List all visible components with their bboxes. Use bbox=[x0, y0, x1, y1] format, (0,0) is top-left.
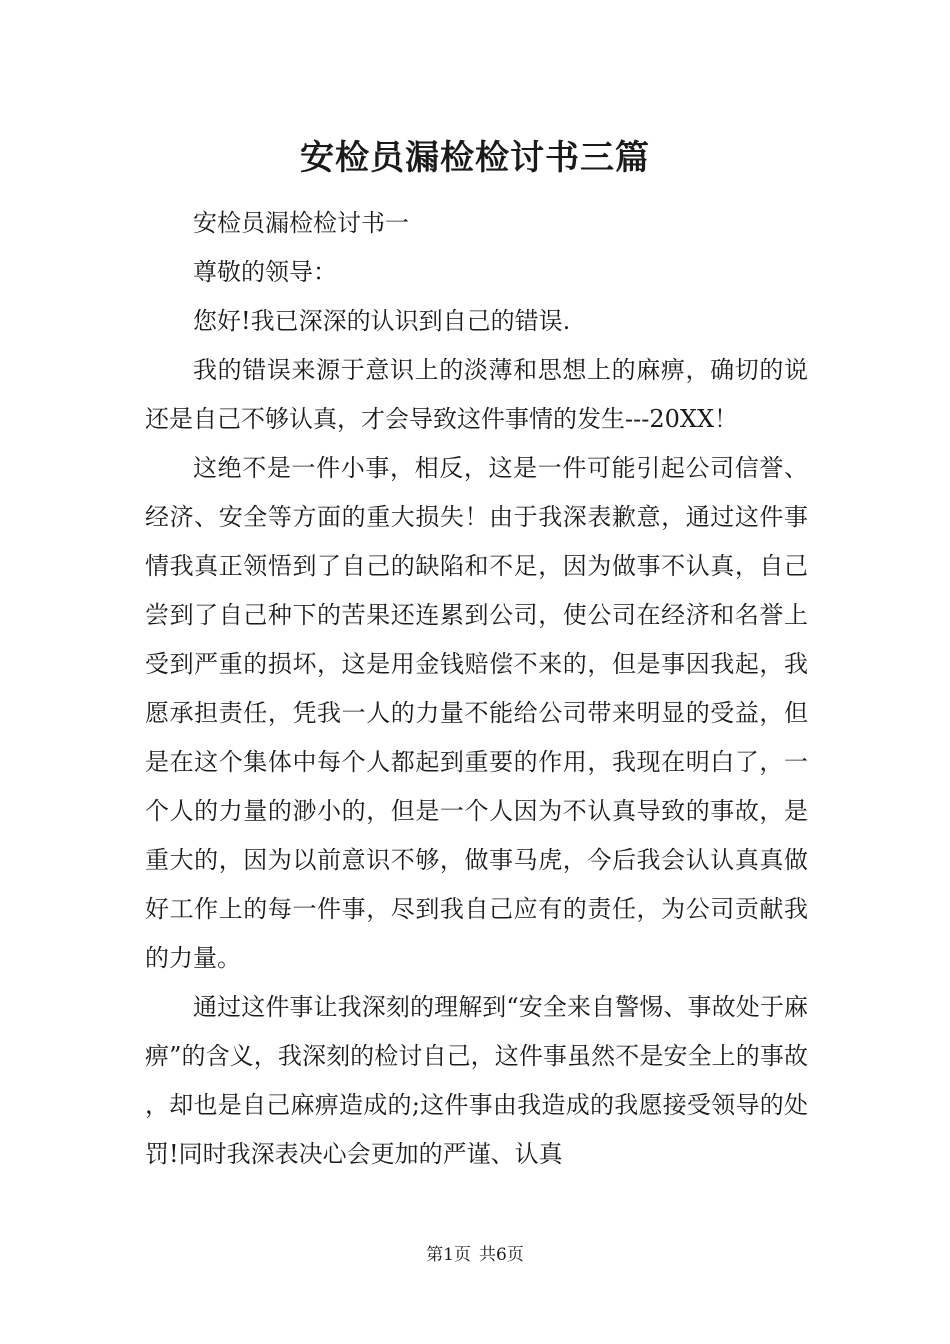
body-paragraph: 通过这件事让我深刻的理解到“安全来自警惕、事故处于麻痹”的含义，我深刻的检讨自己，这件事虽然不是安全上的事故，却也是自己麻痹造成的;这件事由我造成的我愿接受领导的处罚!同时我深表决心会更加的严谨、认真 bbox=[145, 993, 808, 1168]
salutation: 尊敬的领导： bbox=[193, 258, 337, 286]
section-heading: 安检员漏检检讨书一 bbox=[193, 209, 409, 237]
page-number: 第1页 bbox=[426, 1245, 471, 1265]
page-footer bbox=[0, 1240, 950, 1270]
page-total: 共6页 bbox=[479, 1245, 524, 1265]
greeting-paragraph: 您好!我已深深的认识到自己的错误. bbox=[193, 307, 571, 335]
body-paragraph: 我的错误来源于意识上的淡薄和思想上的麻痹，确切的说还是自己不够认真，才会导致这件事情的发生---20XX！ bbox=[145, 356, 808, 433]
document-title: 安检员漏检检讨书三篇 bbox=[300, 138, 650, 178]
document-body bbox=[145, 199, 808, 1179]
body-paragraph: 这绝不是一件小事，相反，这是一件可能引起公司信誉、经济、安全等方面的重大损失！由于我深表歉意，通过这件事情我真正领悟到了自己的缺陷和不足，因为做事不认真，自己尝到了自己种下的苦果还连累到公司，使公司在经济和名誉上受到严重的损坏，这是用金钱赔偿不来的，但是事因我起，我愿承担责任，凭我一人的力量不能给公司带来明显的受益，但是在这个集体中每个人都起到重要的作用，我现在明白了，一个人的力量的渺小的，但是一个人因为不认真导致的事故，是重大的，因为以前意识不够，做事马虎，今后我会认认真真做好工作上的每一件事，尽到我自己应有的责任，为公司贡献我的力量。 bbox=[145, 454, 808, 972]
